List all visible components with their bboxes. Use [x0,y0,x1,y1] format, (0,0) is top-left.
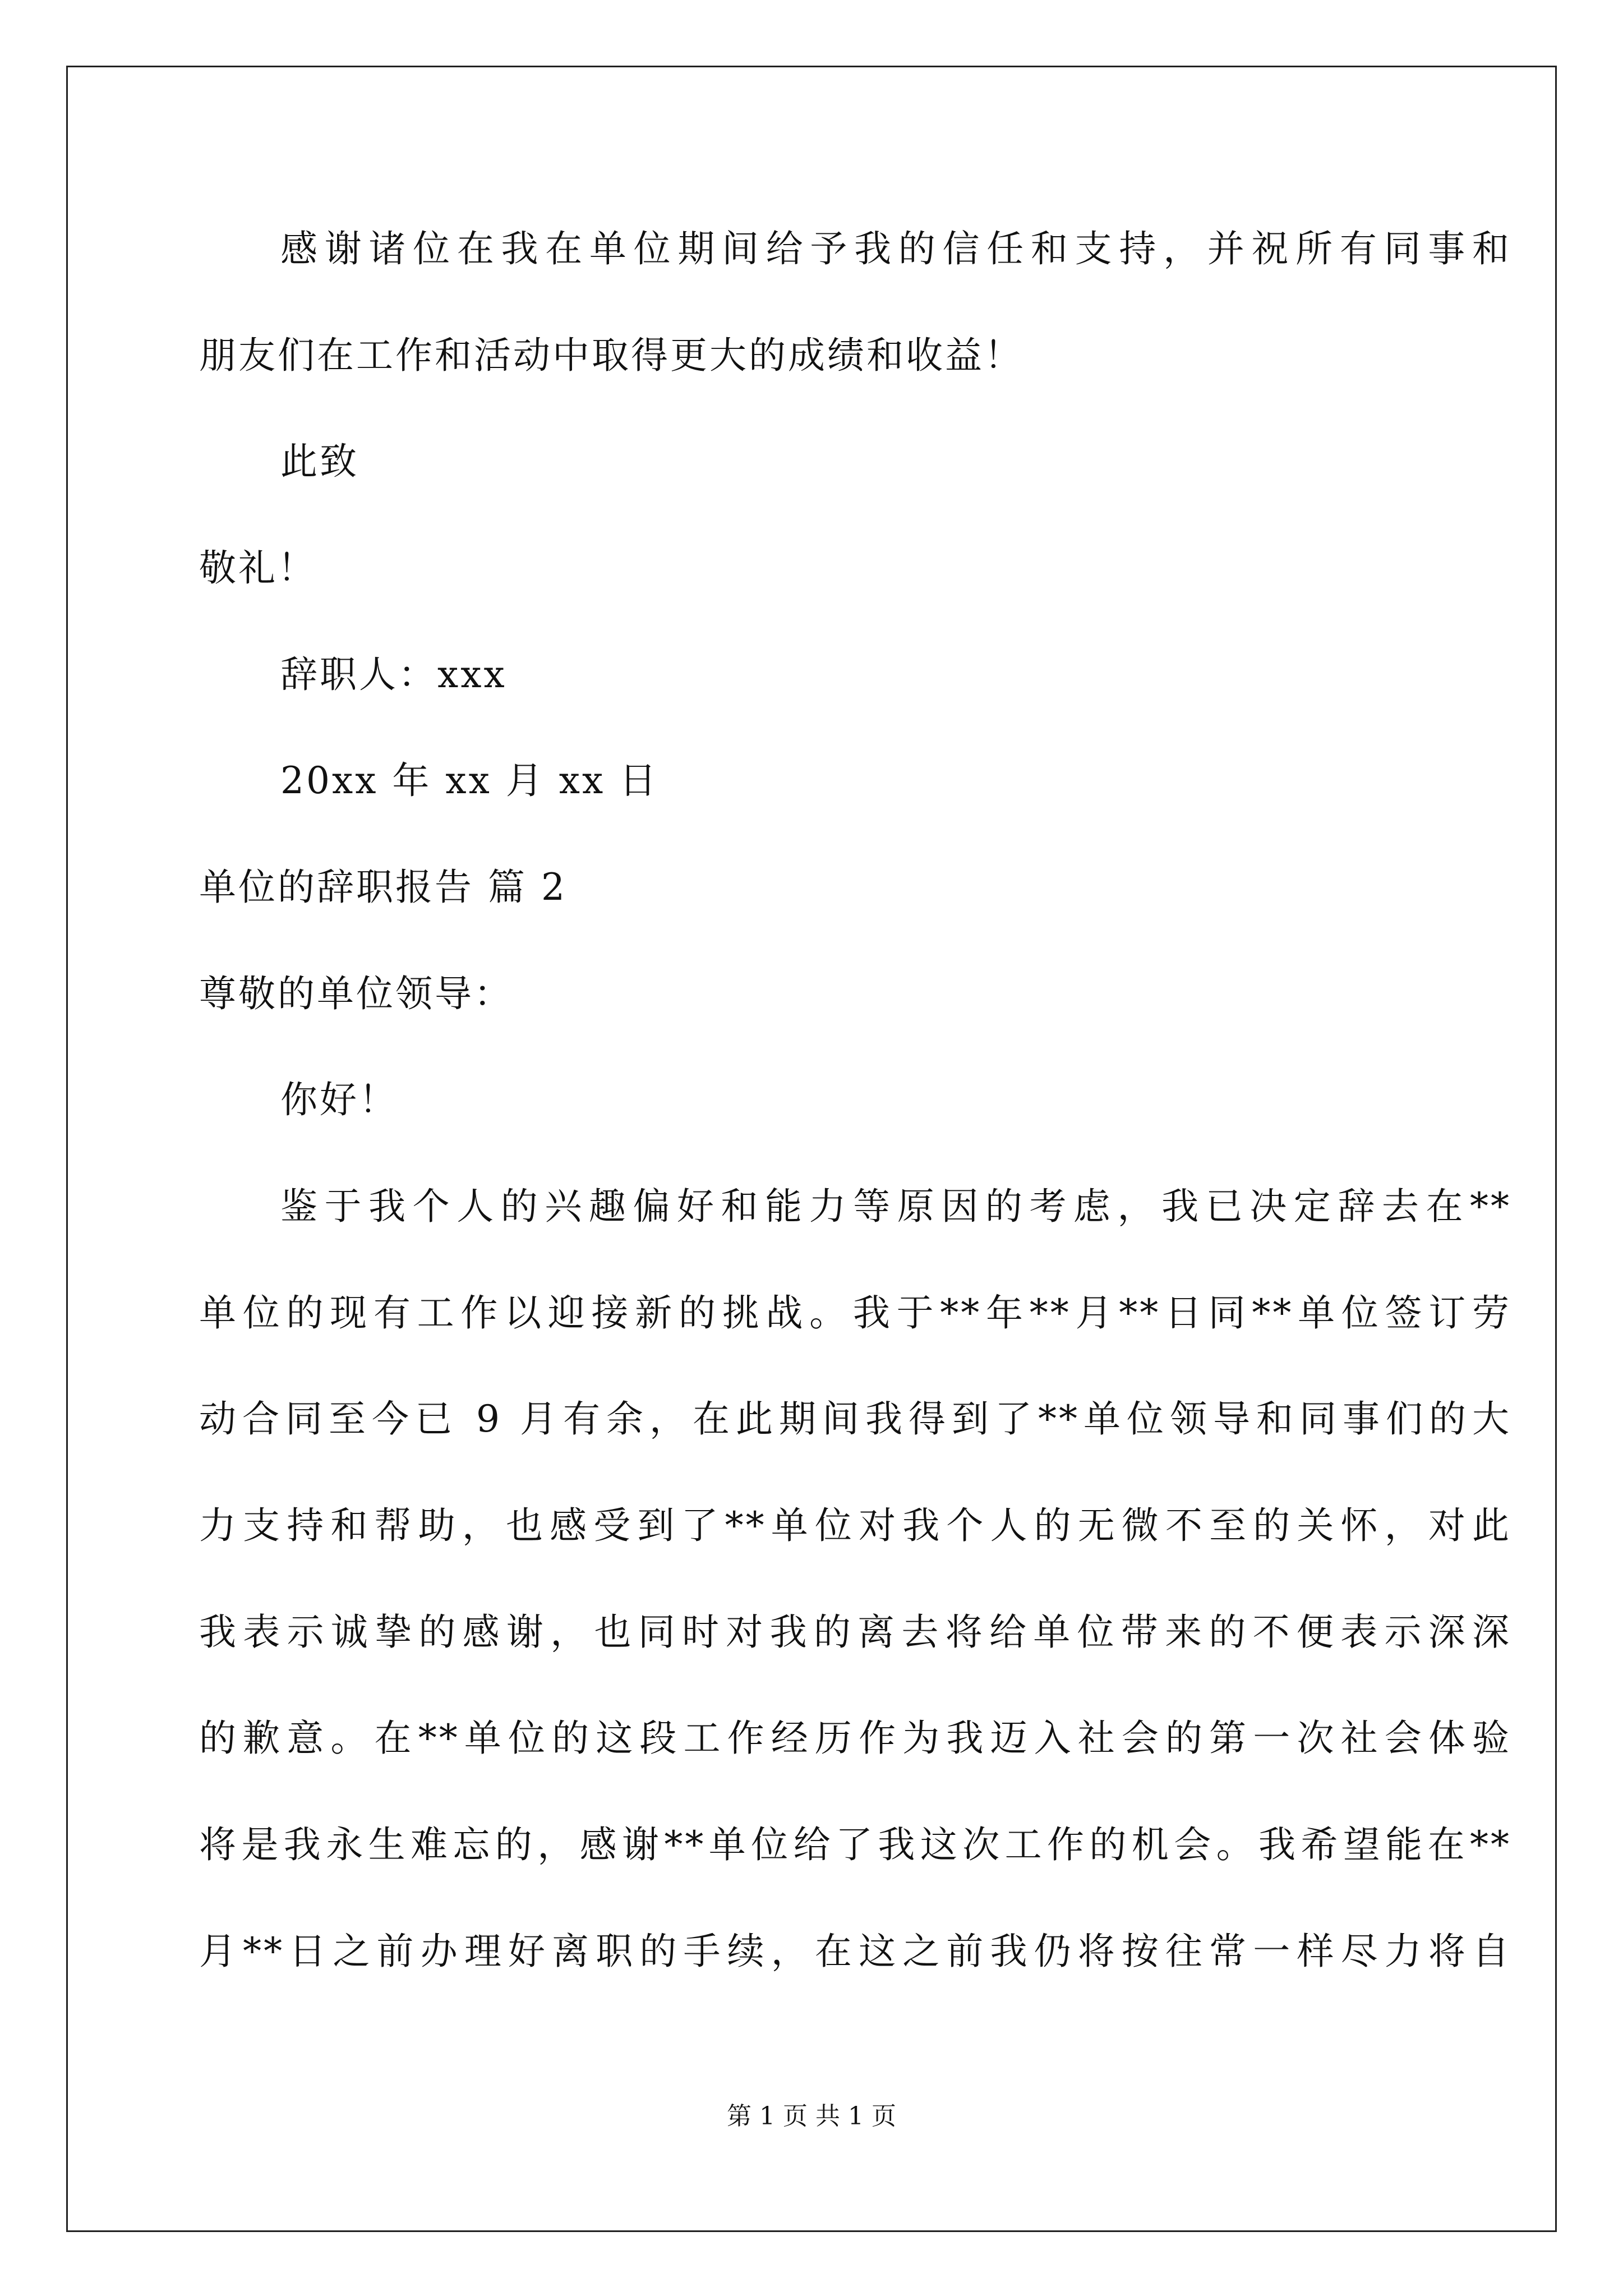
body-line-1: 鉴于我个人的兴趣偏好和能力等原因的考虑，我已决定辞去在** [280,1185,1511,1228]
body-line-4: 力支持和帮助，也感受到了**单位对我个人的无微不至的关怀，对此 [199,1504,1511,1547]
page-border [66,66,1557,2232]
body-line-6: 的歉意。在**单位的这段工作经历作为我迈入社会的第一次社会体验 [199,1717,1511,1760]
signature-name: 辞职人：xxx [280,653,507,696]
signature-date: 20xx 年 xx 月 xx 日 [280,759,659,802]
body-line-7: 将是我永生难忘的，感谢**单位给了我这次工作的机会。我希望能在** [199,1823,1511,1866]
body-line-3: 动合同至今已 9 月有余，在此期间我得到了**单位领导和同事们的大 [199,1397,1511,1441]
body-line-5: 我表示诚挚的感谢，也同时对我的离去将给单位带来的不便表示深深 [199,1611,1511,1654]
paragraph-line-1: 感谢诸位在我在单位期间给予我的信任和支持，并祝所有同事和 [280,227,1511,270]
section-heading: 单位的辞职报告 篇 2 [199,866,567,909]
body-line-2: 单位的现有工作以迎接新的挑战。我于**年**月**日同**单位签订劳 [199,1291,1511,1335]
page-number-footer: 第 1 页 共 1 页 [727,2102,896,2131]
closing-respect: 敬礼！ [199,546,317,590]
greeting-hello: 你好！ [280,1078,398,1121]
body-line-8: 月**日之前办理好离职的手续，在这之前我仍将按往常一样尽力将自 [199,1930,1511,1973]
paragraph-line-2: 朋友们在工作和活动中取得更大的成绩和收益！ [199,334,1023,377]
closing-salutation: 此致 [280,440,359,483]
greeting-recipient: 尊敬的单位领导： [199,972,513,1015]
